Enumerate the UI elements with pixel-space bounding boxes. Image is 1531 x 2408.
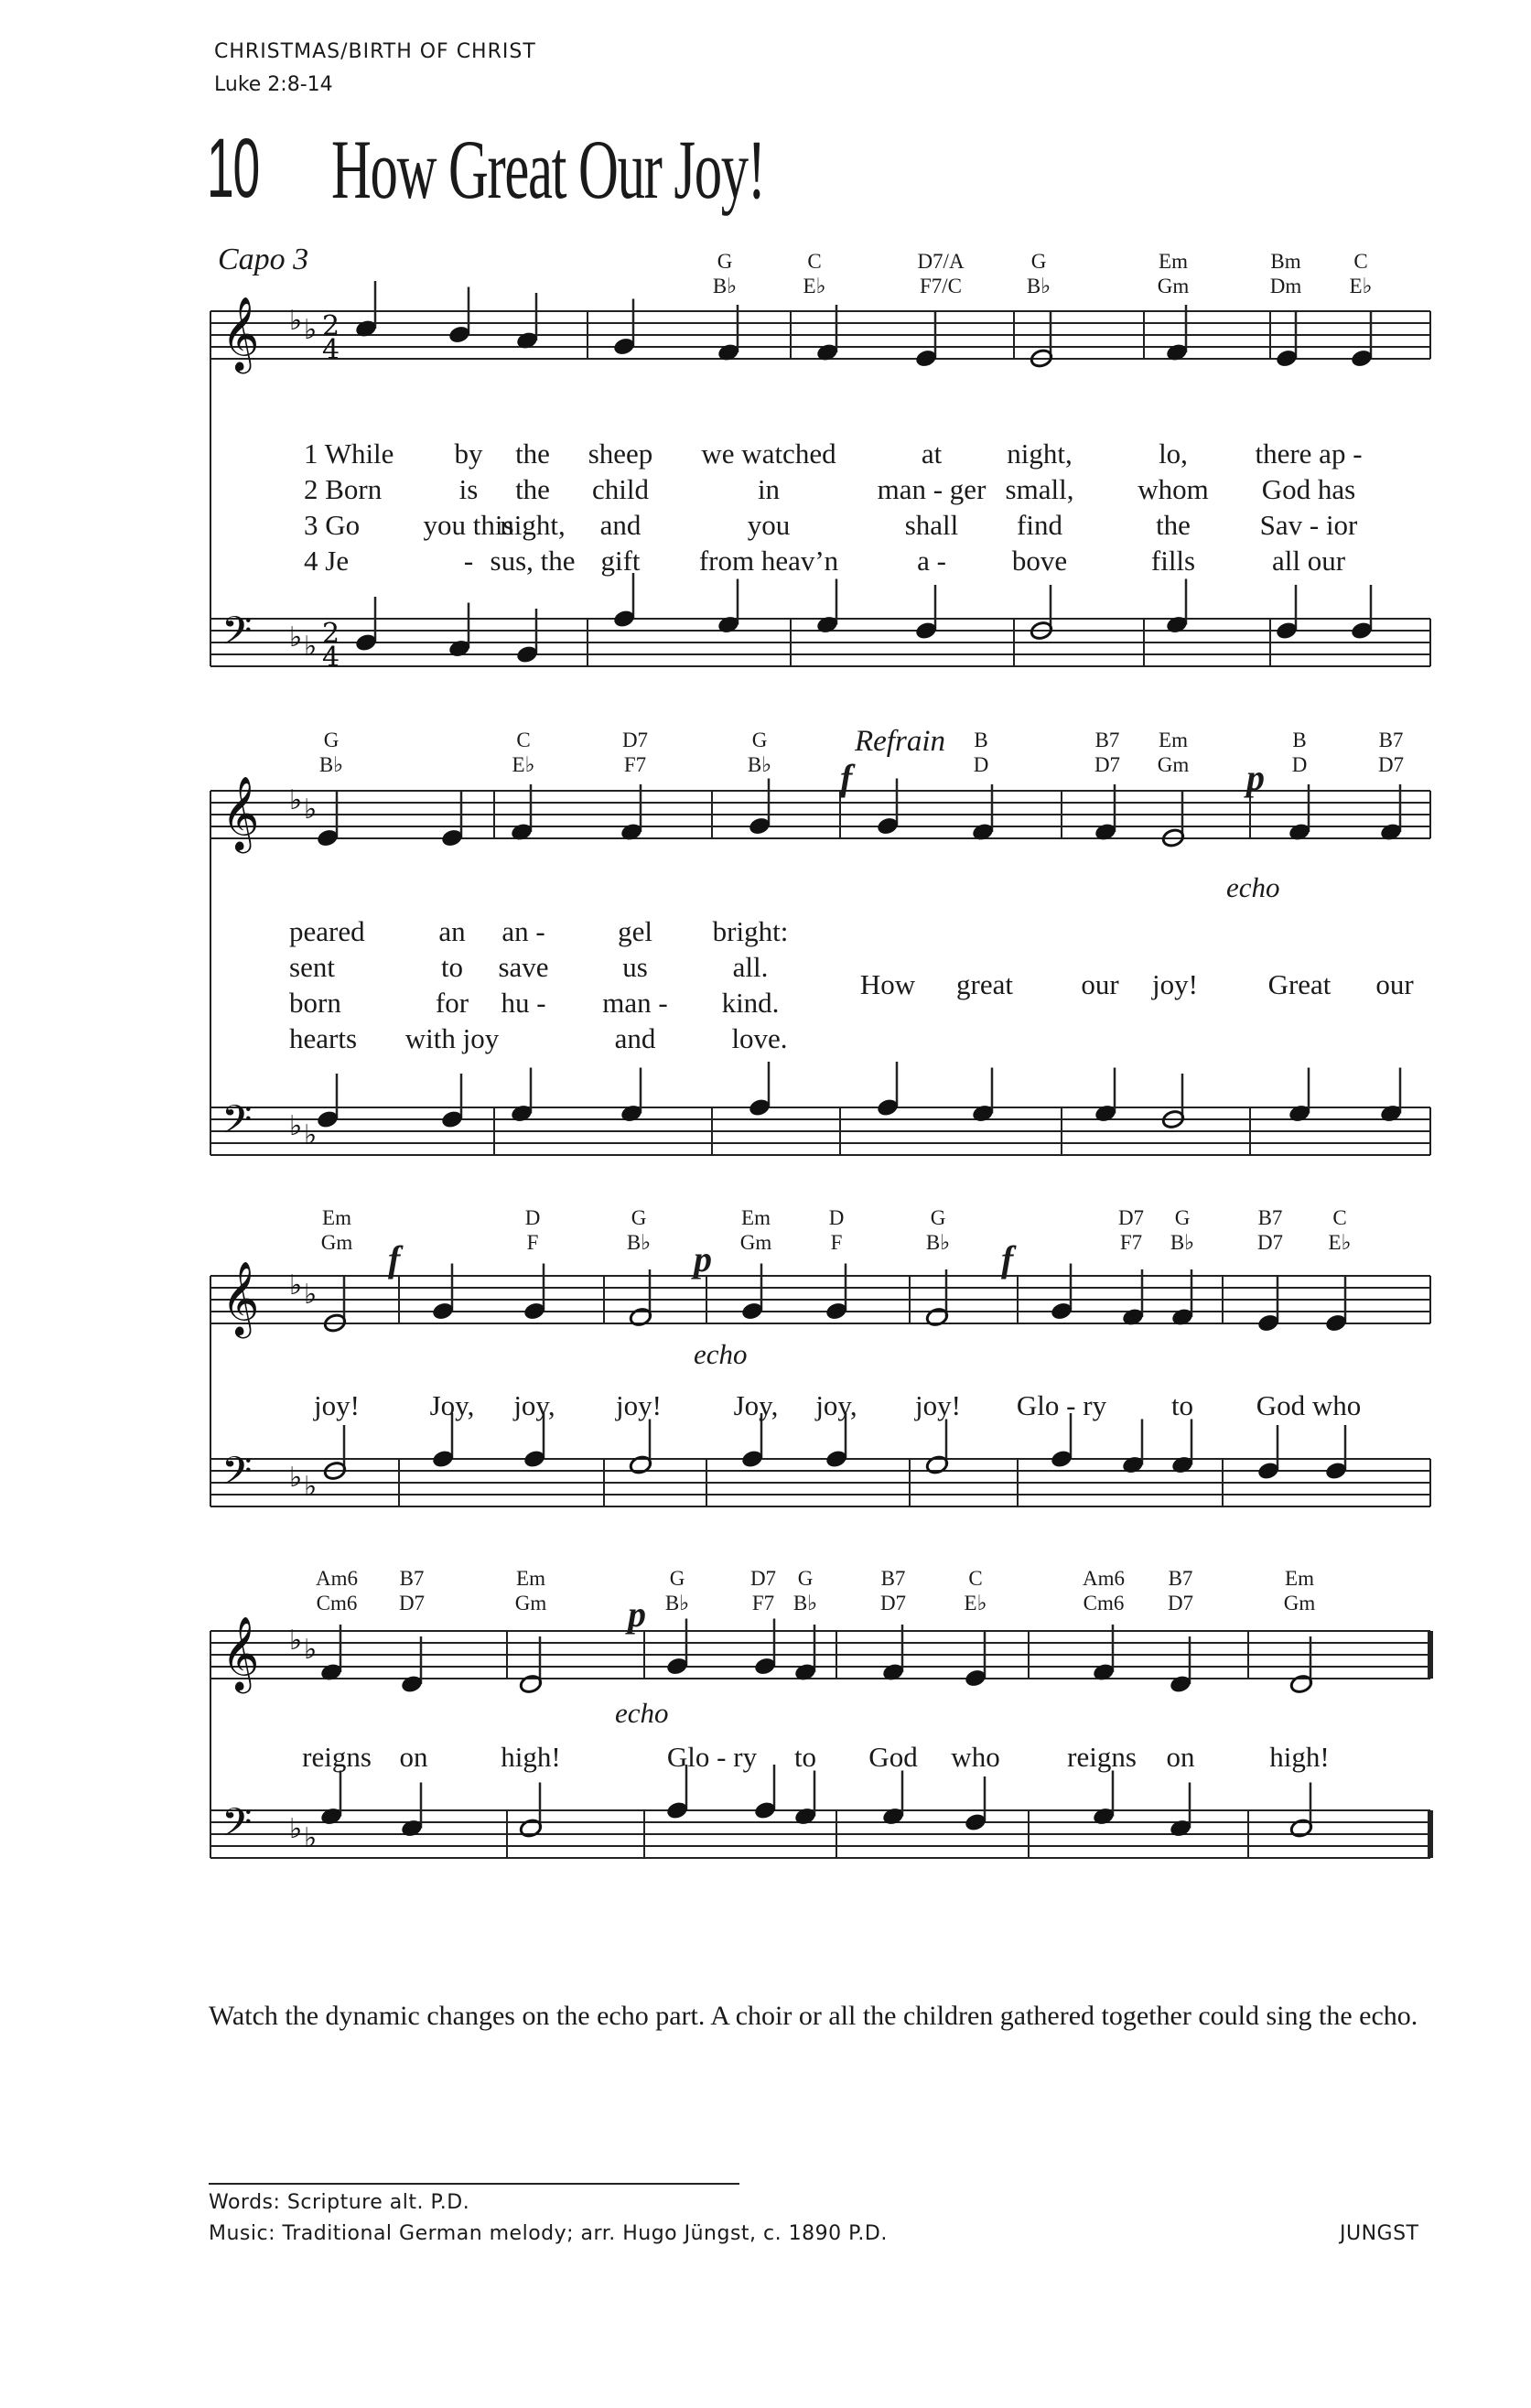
chord-symbol-bottom: F	[830, 1231, 843, 1254]
lyric-syllable: 3 Go	[304, 509, 361, 541]
refrain-lyric: reigns	[302, 1741, 372, 1773]
chord-symbol-bottom: E♭	[803, 275, 826, 297]
lyric-syllable: Sav - ior	[1259, 509, 1358, 541]
bass-clef-icon: 𝄢	[221, 1449, 253, 1504]
chord-symbol-bottom: B♭	[1170, 1231, 1195, 1254]
refrain-lyric: great	[956, 968, 1013, 1000]
chord-symbol-bottom: E♭	[964, 1592, 987, 1614]
footer-divider	[209, 2183, 739, 2185]
lyric-syllable: save	[498, 951, 549, 983]
lyric-syllable: man -	[602, 987, 668, 1019]
refrain-label: Refrain	[855, 725, 945, 758]
lyric-syllable: man - ger	[877, 473, 987, 505]
bass-clef-icon: 𝄢	[221, 1800, 253, 1855]
lyric-syllable: an -	[501, 915, 545, 947]
chord-symbol-top: Bm	[1270, 250, 1301, 273]
treble-clef-icon: 𝄞	[221, 296, 260, 371]
lyric-syllable: kind.	[721, 987, 780, 1019]
lyric-syllable: shall	[904, 509, 959, 541]
refrain-lyric: to	[1170, 1389, 1194, 1421]
lyric-syllable: and	[614, 1022, 656, 1054]
flat-icon: ♭	[304, 1471, 318, 1503]
refrain-lyric: Glo - ry	[666, 1741, 758, 1773]
refrain-lyric: Joy,	[429, 1389, 475, 1421]
lyric-syllable: bright:	[712, 915, 789, 947]
lyric-syllable: God has	[1261, 473, 1356, 505]
time-signature-bottom: 4	[322, 642, 340, 674]
chord-symbol-top: B7	[1168, 1567, 1193, 1590]
lyric-syllable: 2 Born	[304, 473, 383, 505]
lyric-syllable: 1 While	[304, 437, 394, 470]
chord-symbol-top: C	[968, 1567, 983, 1590]
lyric-syllable: the	[515, 473, 550, 505]
chord-symbol-top: Em	[1159, 250, 1188, 273]
echo-marking: echo	[694, 1338, 748, 1370]
chord-symbol-bottom: F7	[1119, 1231, 1143, 1254]
flat-icon: ♭	[304, 631, 318, 663]
lyric-syllable: by	[454, 437, 483, 470]
lyric-syllable: we watched	[701, 437, 836, 470]
echo-marking: echo	[1226, 871, 1280, 903]
flat-icon: ♭	[289, 784, 303, 816]
refrain-lyric: God	[868, 1741, 918, 1773]
hymn-number: 10	[207, 122, 260, 215]
capo-indication: Capo 3	[218, 243, 309, 276]
lyric-syllable: fills	[1150, 545, 1196, 577]
chord-symbol-bottom: Gm	[320, 1231, 353, 1254]
lyric-syllable: is	[458, 473, 479, 505]
dynamic-piano: p	[628, 1593, 646, 1635]
refrain-lyric: Joy,	[733, 1389, 779, 1421]
chord-symbol-top: Em	[741, 1206, 771, 1229]
lyric-syllable: bove	[1011, 545, 1068, 577]
refrain-lyric: joy!	[1152, 968, 1198, 1000]
chord-symbol-top: Em	[516, 1567, 545, 1590]
chord-symbol-top: G	[631, 1206, 647, 1229]
chord-symbol-top: B7	[399, 1567, 425, 1590]
music-credit: Music: Traditional German melody; arr. Hugo Jüngst, c. 1890 P.D.	[209, 2222, 888, 2245]
treble-clef-icon: 𝄞	[221, 1615, 260, 1690]
refrain-lyric: joy!	[314, 1389, 360, 1421]
category-label: CHRISTMAS/BIRTH OF CHRIST	[214, 40, 536, 63]
time-signature-top: 2	[322, 310, 340, 342]
chord-symbol-top: Am6	[1083, 1567, 1125, 1590]
chord-symbol-bottom: B♭	[626, 1231, 652, 1254]
chord-symbol-top: G	[1030, 250, 1047, 273]
lyric-syllable: sheep	[588, 437, 653, 470]
flat-icon: ♭	[289, 1269, 303, 1301]
flat-icon: ♭	[289, 305, 303, 337]
lyric-syllable: with joy	[404, 1022, 500, 1054]
chord-symbol-top: Am6	[316, 1567, 358, 1590]
flat-icon: ♭	[289, 1625, 303, 1657]
lyric-syllable: a -	[917, 545, 946, 577]
chord-symbol-top: G	[930, 1206, 946, 1229]
chord-symbol-bottom: B♭	[1026, 275, 1051, 297]
lyric-syllable: in	[757, 473, 781, 505]
chord-symbol-top: C	[807, 250, 822, 273]
chord-symbol-top: B7	[1094, 729, 1120, 751]
lyric-syllable: the	[1156, 509, 1191, 541]
flat-icon: ♭	[289, 621, 303, 653]
chord-symbol-bottom: F	[526, 1231, 539, 1254]
chord-symbol-bottom: E♭	[512, 753, 535, 776]
chord-symbol-bottom: B♭	[712, 275, 738, 297]
flat-icon: ♭	[304, 1634, 318, 1666]
refrain-lyric: our	[1375, 968, 1414, 1000]
refrain-lyric: God who	[1256, 1389, 1362, 1421]
chord-symbol-bottom: B♭	[747, 753, 772, 776]
lyric-syllable: for	[435, 987, 469, 1019]
chord-symbol-top: D7	[1117, 1206, 1145, 1229]
lyric-syllable: sent	[289, 951, 335, 983]
lyric-syllable: at	[921, 437, 943, 470]
refrain-lyric: our	[1081, 968, 1119, 1000]
lyric-syllable: hearts	[289, 1022, 358, 1054]
chord-symbol-top: D7/A	[917, 250, 965, 273]
bass-clef-icon: 𝄢	[221, 609, 253, 664]
chord-symbol-bottom: Gm	[739, 1231, 772, 1254]
lyric-syllable: sus, the	[490, 545, 576, 577]
chord-symbol-top: C	[1353, 250, 1368, 273]
dynamic-forte: f	[388, 1238, 401, 1280]
lyric-syllable: find	[1017, 509, 1062, 541]
chord-symbol-bottom: E♭	[1328, 1231, 1352, 1254]
chord-symbol-top: G	[717, 250, 733, 273]
lyric-syllable: -	[463, 545, 474, 577]
dynamic-forte: f	[840, 757, 853, 798]
chord-symbol-top: B7	[880, 1567, 906, 1590]
time-signature-top: 2	[322, 618, 340, 650]
chord-symbol-bottom: D7	[1094, 753, 1121, 776]
echo-marking: echo	[615, 1697, 669, 1729]
tune-name: JUNGST	[1340, 2222, 1419, 2245]
lyric-syllable: you	[747, 509, 791, 541]
chord-symbol-bottom: D7	[879, 1592, 907, 1614]
flat-icon: ♭	[289, 1813, 303, 1845]
lyric-syllable: child	[592, 473, 649, 505]
flat-icon: ♭	[304, 1279, 318, 1311]
chord-symbol-top: G	[751, 729, 768, 751]
chord-symbol-bottom: F7	[751, 1592, 775, 1614]
time-signature-bottom: 4	[322, 334, 340, 366]
chord-symbol-top: B	[1292, 729, 1307, 751]
lyric-syllable: born	[289, 987, 341, 1019]
chord-symbol-bottom: Cm6	[1083, 1592, 1125, 1614]
lyric-syllable: gel	[618, 915, 652, 947]
flat-icon: ♭	[304, 1119, 318, 1151]
refrain-lyric: high!	[501, 1741, 561, 1773]
flat-icon: ♭	[304, 314, 318, 346]
chord-symbol-top: Em	[1285, 1567, 1314, 1590]
refrain-lyric: high!	[1269, 1741, 1330, 1773]
lyric-syllable: love.	[731, 1022, 788, 1054]
refrain-lyric: to	[793, 1741, 817, 1773]
chord-symbol-bottom: B♭	[792, 1592, 818, 1614]
lyric-syllable: us	[622, 951, 648, 983]
chord-symbol-top: D7	[749, 1567, 777, 1590]
chord-symbol-top: D	[524, 1206, 541, 1229]
chord-symbol-bottom: F7/C	[919, 275, 963, 297]
performance-note: Watch the dynamic changes on the echo part. A choir or all the children gathered together could sing the echo.	[209, 2001, 1418, 2031]
chord-symbol-bottom: D	[1291, 753, 1308, 776]
flat-icon: ♭	[289, 1462, 303, 1494]
refrain-lyric: joy,	[513, 1389, 555, 1421]
chord-symbol-bottom: D	[973, 753, 989, 776]
chord-symbol-bottom: Gm	[1283, 1592, 1316, 1614]
chord-symbol-top: D	[828, 1206, 845, 1229]
lyric-syllable: there ap -	[1255, 437, 1363, 470]
lyric-syllable: all.	[732, 951, 769, 983]
chord-symbol-top: G	[1174, 1206, 1191, 1229]
chord-symbol-bottom: B♭	[925, 1231, 951, 1254]
chord-symbol-bottom: D7	[1377, 753, 1405, 776]
refrain-lyric: on	[1166, 1741, 1195, 1773]
chord-symbol-top: Em	[1159, 729, 1188, 751]
refrain-lyric: joy!	[915, 1389, 961, 1421]
chord-symbol-top: G	[669, 1567, 685, 1590]
dynamic-piano: p	[694, 1238, 712, 1280]
chord-symbol-top: D7	[621, 729, 649, 751]
chord-symbol-top: B	[974, 729, 988, 751]
dynamic-piano: p	[1246, 757, 1265, 798]
lyric-syllable: whom	[1137, 473, 1209, 505]
chord-symbol-bottom: D7	[398, 1592, 426, 1614]
chord-symbol-bottom: Dm	[1269, 275, 1302, 297]
chord-symbol-top: B7	[1378, 729, 1404, 751]
words-credit: Words: Scripture alt. P.D.	[209, 2191, 470, 2214]
chord-symbol-bottom: E♭	[1349, 275, 1373, 297]
lyric-syllable: and	[599, 509, 642, 541]
refrain-lyric: who	[951, 1741, 1000, 1773]
chord-symbol-bottom: B♭	[664, 1592, 690, 1614]
bass-clef-icon: 𝄢	[221, 1097, 253, 1152]
refrain-lyric: on	[399, 1741, 428, 1773]
lyric-syllable: gift	[600, 545, 641, 577]
chord-symbol-bottom: Cm6	[316, 1592, 358, 1614]
chord-symbol-top: Em	[322, 1206, 351, 1229]
lyric-syllable: peared	[289, 915, 365, 947]
lyric-syllable: night,	[500, 509, 566, 541]
lyric-syllable: an	[438, 915, 466, 947]
lyric-syllable: hu -	[501, 987, 546, 1019]
chord-symbol-bottom: Gm	[1157, 753, 1190, 776]
refrain-lyric: Great	[1267, 968, 1332, 1000]
lyric-syllable: small,	[1005, 473, 1074, 505]
treble-clef-icon: 𝄞	[221, 1260, 260, 1335]
lyric-syllable: lo,	[1159, 437, 1188, 470]
lyric-syllable: the	[515, 437, 550, 470]
refrain-lyric: reigns	[1067, 1741, 1137, 1773]
flat-icon: ♭	[304, 1822, 318, 1854]
chord-symbol-bottom: B♭	[318, 753, 344, 776]
refrain-lyric: joy,	[815, 1389, 857, 1421]
refrain-lyric: Glo - ry	[1016, 1389, 1107, 1421]
chord-symbol-top: B7	[1257, 1206, 1283, 1229]
lyric-syllable: you this	[423, 509, 514, 541]
lyric-syllable: night,	[1007, 437, 1073, 470]
treble-clef-icon: 𝄞	[221, 775, 260, 850]
lyric-syllable: to	[440, 951, 464, 983]
chord-symbol-bottom: D7	[1256, 1231, 1284, 1254]
dynamic-forte: f	[1001, 1238, 1014, 1280]
chord-symbol-top: C	[516, 729, 531, 751]
hymn-title: How Great Our Joy!	[331, 123, 765, 216]
refrain-lyric: How	[859, 968, 916, 1000]
scripture-reference: Luke 2:8-14	[214, 73, 333, 96]
chord-symbol-top: G	[797, 1567, 814, 1590]
chord-symbol-bottom: F7	[623, 753, 647, 776]
refrain-lyric: joy!	[616, 1389, 662, 1421]
chord-symbol-top: G	[323, 729, 340, 751]
flat-icon: ♭	[304, 794, 318, 826]
chord-symbol-top: C	[1332, 1206, 1347, 1229]
chord-symbol-bottom: Gm	[514, 1592, 547, 1614]
chord-symbol-bottom: D7	[1167, 1592, 1194, 1614]
lyric-syllable: 4 Je	[304, 545, 350, 577]
lyric-syllable: all our	[1271, 545, 1346, 577]
flat-icon: ♭	[289, 1110, 303, 1142]
chord-symbol-bottom: Gm	[1157, 275, 1190, 297]
lyric-syllable: from heav’n	[698, 545, 839, 577]
